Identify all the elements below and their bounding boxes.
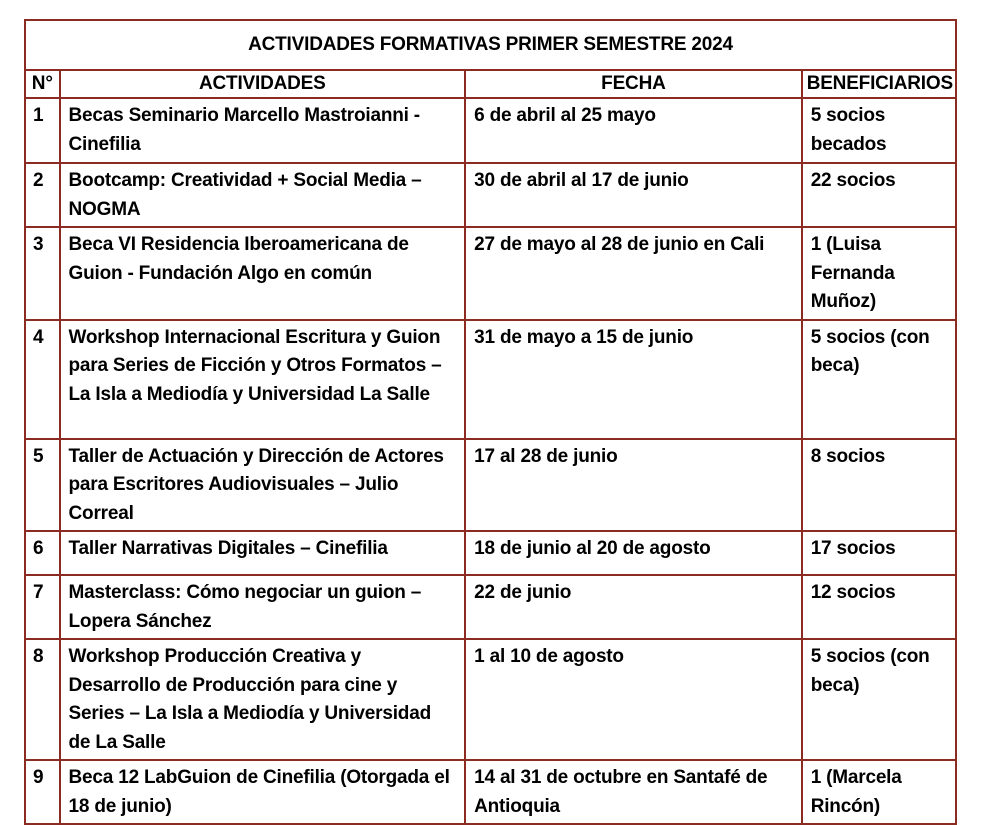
row-number: 9	[25, 760, 60, 824]
row-number: 8	[25, 639, 60, 760]
table-row	[25, 227, 956, 320]
header-number: N°	[25, 70, 60, 98]
table-row	[25, 163, 956, 227]
table-row	[25, 320, 956, 439]
row-activity: Beca VI Residencia Iberoamericana de Guion - Fundación Algo en común	[60, 227, 466, 320]
table-row	[25, 531, 956, 575]
row-beneficiaries: 17 socios	[802, 531, 956, 575]
header-date: FECHA	[465, 70, 802, 98]
table-row	[25, 639, 956, 760]
activities-table-container	[24, 19, 957, 825]
row-activity: Masterclass: Cómo negociar un guion – Lopera Sánchez	[60, 575, 466, 639]
row-number: 3	[25, 227, 60, 320]
header-activities: ACTIVIDADES	[60, 70, 466, 98]
row-date: 17 al 28 de junio	[465, 439, 802, 532]
row-number: 5	[25, 439, 60, 532]
row-activity: Taller de Actuación y Dirección de Actores para Escritores Audiovisuales – Julio Correal	[60, 439, 466, 532]
row-activity: Taller Narrativas Digitales – Cinefilia	[60, 531, 466, 575]
row-date: 27 de mayo al 28 de junio en Cali	[465, 227, 802, 320]
row-date: 14 al 31 de octubre en Santafé de Antioquia	[465, 760, 802, 824]
table-row	[25, 575, 956, 639]
row-beneficiaries: 12 socios	[802, 575, 956, 639]
row-activity: Beca 12 LabGuion de Cinefilia (Otorgada el 18 de junio)	[60, 760, 466, 824]
row-date: 1 al 10 de agosto	[465, 639, 802, 760]
table-title-row	[25, 20, 956, 70]
row-beneficiaries: 5 socios (con beca)	[802, 320, 956, 439]
row-beneficiaries: 1 (Luisa Fernanda Muñoz)	[802, 227, 956, 320]
row-date: 30 de abril al 17 de junio	[465, 163, 802, 227]
table-title: ACTIVIDADES FORMATIVAS PRIMER SEMESTRE 2024	[25, 20, 956, 70]
row-date: 31 de mayo a 15 de junio	[465, 320, 802, 439]
table-header-row	[25, 70, 956, 98]
row-activity: Bootcamp: Creatividad + Social Media – NOGMA	[60, 163, 466, 227]
row-number: 1	[25, 98, 60, 163]
table-row	[25, 439, 956, 532]
row-beneficiaries: 8 socios	[802, 439, 956, 532]
row-beneficiaries: 5 socios becados	[802, 98, 956, 163]
row-activity: Workshop Producción Creativa y Desarrollo de Producción para cine y Series – La Isla a Mediodía y Universidad de La Salle	[60, 639, 466, 760]
row-activity: Workshop Internacional Escritura y Guion para Series de Ficción y Otros Formatos – La Isla a Mediodía y Universidad La Salle	[60, 320, 466, 439]
row-number: 7	[25, 575, 60, 639]
row-beneficiaries: 22 socios	[802, 163, 956, 227]
row-beneficiaries: 1 (Marcela Rincón)	[802, 760, 956, 824]
row-date: 18 de junio al 20 de agosto	[465, 531, 802, 575]
row-number: 2	[25, 163, 60, 227]
row-beneficiaries: 5 socios (con beca)	[802, 639, 956, 760]
row-date: 6 de abril al 25 mayo	[465, 98, 802, 163]
table-row	[25, 98, 956, 163]
activities-table	[24, 19, 957, 825]
row-activity: Becas Seminario Marcello Mastroianni - Cinefilia	[60, 98, 466, 163]
row-number: 4	[25, 320, 60, 439]
header-beneficiaries: BENEFICIARIOS	[802, 70, 956, 98]
table-row	[25, 760, 956, 824]
row-number: 6	[25, 531, 60, 575]
row-date: 22 de junio	[465, 575, 802, 639]
